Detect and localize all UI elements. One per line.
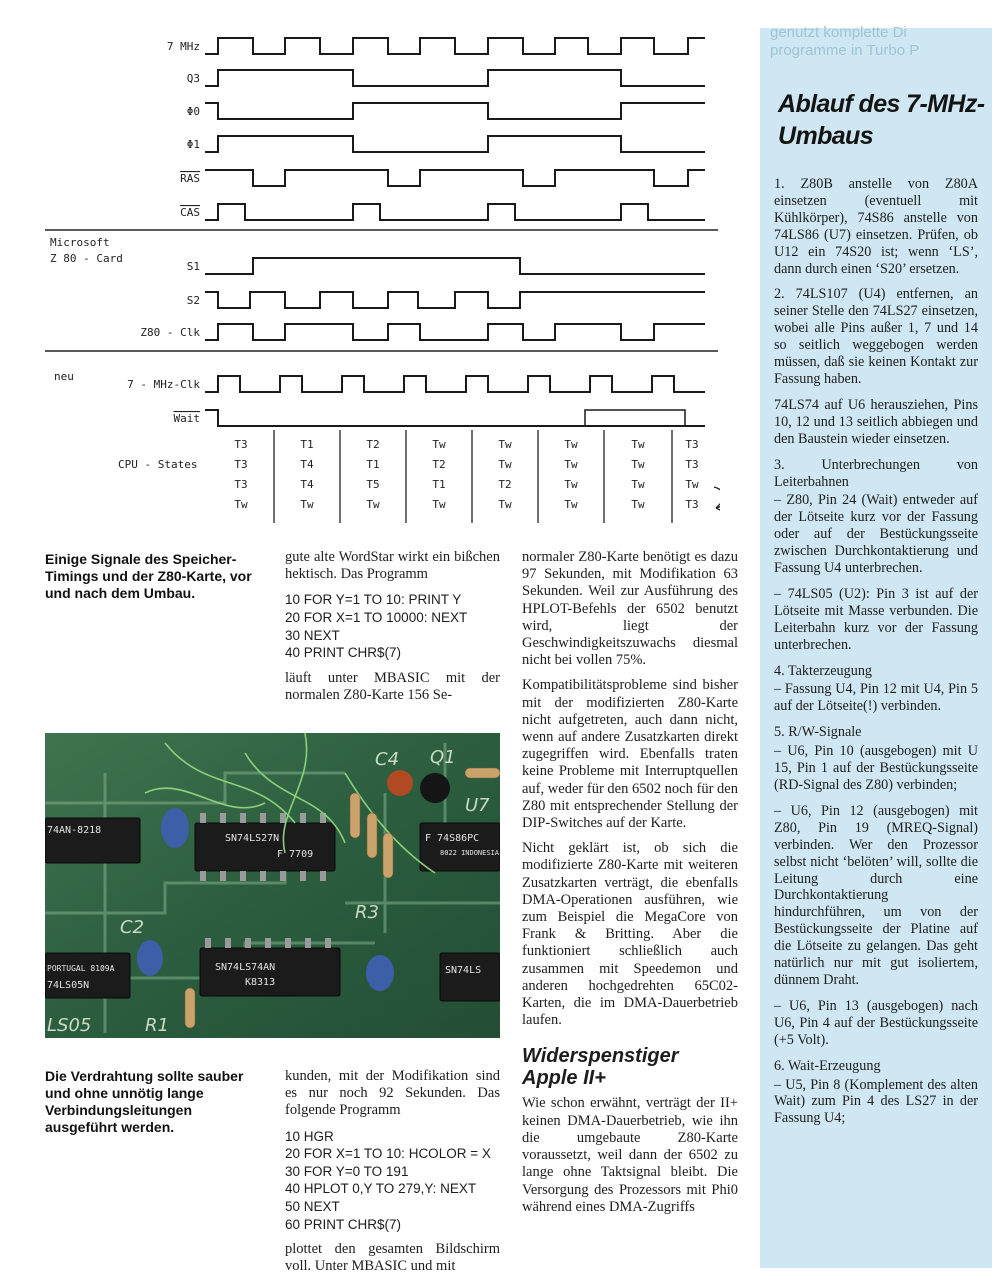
signal-label: 7 MHz xyxy=(166,40,200,53)
timing-diagram xyxy=(40,18,720,528)
cpu-state: T3 xyxy=(685,458,699,471)
paragraph: Kompatibilitätsprobleme sind bisher mit der modifizierten Z80-Karte nicht aufgetreten, auch dann nicht, wenn auf andere Zusatzkarten direkt zugegriffen wird. Ebenfalls traten keine Probleme mit Interruptquellen auf, weder für den 6502 noch für den Z80 mit entsprechender Stellung der DIP-Switches auf der Karte. xyxy=(522,677,738,832)
waveform-4 xyxy=(205,170,705,186)
signal-label: RAS xyxy=(180,172,200,185)
sidebar-box xyxy=(760,24,992,1268)
sidebar-body xyxy=(774,176,978,1136)
cpu-state: Tw xyxy=(234,498,248,511)
sidebar-step: – Z80, Pin 24 (Wait) entweder auf der Lötseite kurz vor der Fassung oder auf der Bestückungsseite zwischen Durchkontaktierung und Fassung U4 unterbrechen. xyxy=(774,492,978,577)
sidebar-step: – U5, Pin 8 (Komplement des alten Wait) zum Pin 4 des LS27 in der Fassung U4; xyxy=(774,1076,978,1127)
cpu-state: T4 xyxy=(300,458,314,471)
cpu-state: Tw xyxy=(564,478,578,491)
cpu-state: Tw xyxy=(631,458,645,471)
code-line: 30 NEXT xyxy=(285,627,340,643)
code-line: 10 FOR Y=1 TO 10: PRINT Y xyxy=(285,592,462,608)
cpu-state: Tw xyxy=(631,478,645,491)
waveform-1 xyxy=(205,70,705,86)
sidebar-step-heading: 3. Unterbrechungen von Leiterbahnen xyxy=(774,456,978,490)
cpu-state: Tw xyxy=(498,498,512,511)
column-2-bottom xyxy=(285,1068,500,1284)
cpu-states-label: CPU - States xyxy=(118,458,198,471)
cpu-state: T3 xyxy=(234,458,248,471)
cpu-state: T1 xyxy=(432,478,446,491)
sidebar-step: – U6, Pin 12 (ausgebogen) mit Z80, Pin 19 (MREQ-Signal) verbinden. Wer den Prozessor selbst nicht ‘belöten’ will, sollte die Leitung durch eine Durchkontaktierung hindurchführen, um von der Bestückungsseite der Platine auf die Lötseite zu gelangen. Das geht natürlich nur mit gut isoliertem, dünnem Draht. xyxy=(774,802,978,988)
code-line: 50 NEXT xyxy=(285,1198,340,1214)
signal-label: Q3 xyxy=(186,72,200,85)
waveform-10 xyxy=(205,410,705,426)
chip-label: SN74LS27N xyxy=(225,833,280,844)
cpu-state: T1 xyxy=(300,438,314,451)
paragraph: plottet den gesamten Bildschirm voll. Unter MBASIC und mit xyxy=(285,1241,500,1275)
code-listing-2 xyxy=(285,1128,500,1234)
cpu-state: T3 xyxy=(234,478,248,491)
column-3 xyxy=(522,549,738,1224)
cpu-state: Tw xyxy=(300,498,314,511)
paragraph: Nicht geklärt ist, ob sich die modifizierte Z80-Karte mit weiteren Zusatzkarten verträgt, die ebenfalls DMA-Operationen ausführen, wie zum Beispiel die MegaCore von Frank & Britting. Aber die funktioniert schließlich auch zusammen mit Speedemon und anderen hochgedrehten 65C02-Karten, die im DMA-Dauerbetrieb laufen. xyxy=(522,840,738,1029)
cpu-state: T2 xyxy=(366,438,380,451)
cpu-state: Tw xyxy=(631,498,645,511)
cpu-state: Tw xyxy=(498,438,512,451)
show-through-text: programme in Turbo P xyxy=(770,42,920,59)
group-label-z80-card: Z 80 - Card xyxy=(50,252,123,265)
signal-label: CAS xyxy=(180,206,200,219)
waveform-7 xyxy=(205,292,705,308)
cpu-state: T1 xyxy=(366,458,380,471)
chip-label: 74AN-8218 xyxy=(47,825,102,836)
sidebar-step: – U6, Pin 10 (ausgebogen) mit U 15, Pin 1 auf der Bestückungsseite (RD-Signal des Z80) verbinden; xyxy=(774,743,978,793)
signal-label: Φ1 xyxy=(186,138,200,151)
sidebar-step: – U6, Pin 13 (ausgebogen) nach U6, Pin 4 auf der Bestückungsseite (+5 Volt). xyxy=(774,997,978,1048)
chip-label: 8022 INDONESIA xyxy=(440,849,500,857)
sidebar-step: 2. 74LS107 (U4) entfernen, an seiner Stelle den 74LS27 einsetzen, wobei alle Pins außer 1, 7 und 14 so seitlich weggebogen werden müssen, daß sie keinen Kontakt zur Fassung haben. xyxy=(774,286,978,387)
cpu-state: T4 xyxy=(300,478,314,491)
board-marking: R1 xyxy=(145,1015,169,1036)
waveform-0 xyxy=(205,38,705,54)
sidebar-title: Ablauf des 7-MHz-Umbaus xyxy=(778,90,985,150)
sidebar-step: 1. Z80B anstelle von Z80A einsetzen (eventuell mit Kühlkörper), 74S86 anstelle von 74LS86 (U7) einsetzen. Prüfen, ob U12 ein 74S20 ist; wenn ‘LS’, dann durch einen ‘S20’ ersetzen. xyxy=(774,176,978,277)
waveform-2 xyxy=(205,103,705,119)
sidebar-step: – Fassung U4, Pin 12 mit U4, Pin 5 auf der Lötseite(!) verbinden. xyxy=(774,681,978,715)
paragraph: normaler Z80-Karte benötigt es dazu 97 Sekunden, mit Modifikation 63 Sekunden. Weil zur Ausführung des HPLOT-Befehls der 6502 benutzt wird, liegt der Geschwindigkeitszuwachs diesmal nicht bei vollen 75%. xyxy=(522,549,738,669)
waveform-3 xyxy=(205,136,705,152)
section-heading: Widerspenstiger Apple II+ xyxy=(522,1045,679,1090)
cpu-state: Tw xyxy=(564,458,578,471)
paragraph: Wie schon erwähnt, verträgt der II+ keinen DMA-Dauerbetrieb, wie ihn die umgebaute Z80-Karte voraussetzt, weil dann der 6502 zu lange ohne Taktsignal bleibt. Die Versorgung des Prozessors mit Phi0 während eines DMA-Zugriffs xyxy=(522,1095,738,1215)
cpu-state: Tw xyxy=(432,438,446,451)
wait-extension xyxy=(585,410,685,426)
paragraph: gute alte WordStar wirkt ein bißchen hektisch. Das Programm xyxy=(285,549,500,583)
chip-label: SN74LS74AN xyxy=(215,962,276,973)
chip-label: F 74S86PC xyxy=(425,833,480,844)
code-line: 60 PRINT CHR$(7) xyxy=(285,1216,402,1232)
chip-label: PORTUGAL 8109A xyxy=(47,964,115,973)
cpu-state: Tw xyxy=(685,478,699,491)
board-marking: R3 xyxy=(355,902,379,923)
column-2-top xyxy=(285,549,500,712)
code-line: 40 HPLOT 0,Y TO 279,Y: NEXT xyxy=(285,1181,477,1197)
signal-label: Φ0 xyxy=(186,105,200,118)
cpu-state: Tw xyxy=(432,498,446,511)
waveform-6 xyxy=(205,258,705,274)
code-line: 20 FOR X=1 TO 10000: NEXT xyxy=(285,610,468,625)
paragraph: läuft unter MBASIC mit der normalen Z80-Karte 156 Se- xyxy=(285,669,500,703)
cpu-state: T2 xyxy=(432,458,446,471)
waveform-5 xyxy=(205,204,705,220)
cpu-state: Tw xyxy=(564,498,578,511)
signal-label: Z80 - Clk xyxy=(140,326,200,339)
figure-caption-timing: Einige Signale des Speicher-Timings und der Z80-Karte, vor und nach dem Umbau. xyxy=(45,551,252,601)
board-marking: U7 xyxy=(465,795,490,816)
code-listing-1 xyxy=(285,591,500,661)
chip-label: SN74LS xyxy=(445,965,482,976)
show-through-text: genutzt komplette Di xyxy=(770,24,907,41)
chip-label: 74LS05N xyxy=(47,980,90,991)
signal-label: 7 - MHz-Clk xyxy=(127,378,200,391)
board-marking: C2 xyxy=(120,917,145,938)
code-line: 40 PRINT CHR$(7) xyxy=(285,645,402,661)
cpu-state: T3 xyxy=(685,498,699,511)
cpu-state: T3 xyxy=(685,438,699,451)
chip-label: K8313 xyxy=(245,977,276,988)
paragraph: kunden, mit der Modifikation sind es nur noch 92 Sekunden. Das folgende Programm xyxy=(285,1068,500,1119)
code-line: 20 FOR X=1 TO 10: HCOLOR = X xyxy=(285,1146,491,1162)
cpu-state: T5 xyxy=(366,478,380,491)
sidebar-step-heading: 4. Takterzeugung xyxy=(774,662,873,679)
code-line: 30 FOR Y=0 TO 191 xyxy=(285,1163,409,1179)
waveform-9 xyxy=(205,376,705,392)
group-label-microsoft: Microsoft xyxy=(50,236,110,249)
cpu-state: Tw xyxy=(366,498,380,511)
cpu-state: T2 xyxy=(498,478,512,491)
board-marking: LS05 xyxy=(47,1015,92,1036)
sidebar-step-heading: 6. Wait-Erzeugung xyxy=(774,1057,881,1074)
figure-caption-photo: Die Verdrahtung sollte sauber und ohne unnötig lange Verbindungsleitungen ausgeführt werden. xyxy=(45,1068,244,1135)
code-line: 10 HGR xyxy=(285,1128,334,1144)
sidebar-step: – 74LS05 (U2): Pin 3 ist auf der Lötseite mit Masse verbunden. Die Leiterbahn kurz vor der Fassung unterbrechen. xyxy=(774,585,978,653)
sidebar-step: 74LS74 auf U6 herausziehen, Pins 10, 12 und 13 seitlich abbiegen und den Baustein wieder einsetzen. xyxy=(774,396,978,447)
signal-label: Wait xyxy=(173,412,200,425)
circuit-board-photo xyxy=(45,733,500,1038)
cpu-state: Tw xyxy=(631,438,645,451)
cpu-state: Tw xyxy=(564,438,578,451)
board-marking: C4 xyxy=(375,749,400,770)
cpu-state: T3 xyxy=(234,438,248,451)
signal-label: S2 xyxy=(186,294,200,307)
group-label-neu: neu xyxy=(54,370,74,383)
chip-label: F 7709 xyxy=(277,849,314,860)
cpu-state: Tw xyxy=(498,458,512,471)
sidebar-step-heading: 5. R/W-Signale xyxy=(774,724,862,741)
board-marking: Q1 xyxy=(430,747,456,768)
signal-label: S1 xyxy=(186,260,200,273)
waveform-8 xyxy=(205,324,705,340)
